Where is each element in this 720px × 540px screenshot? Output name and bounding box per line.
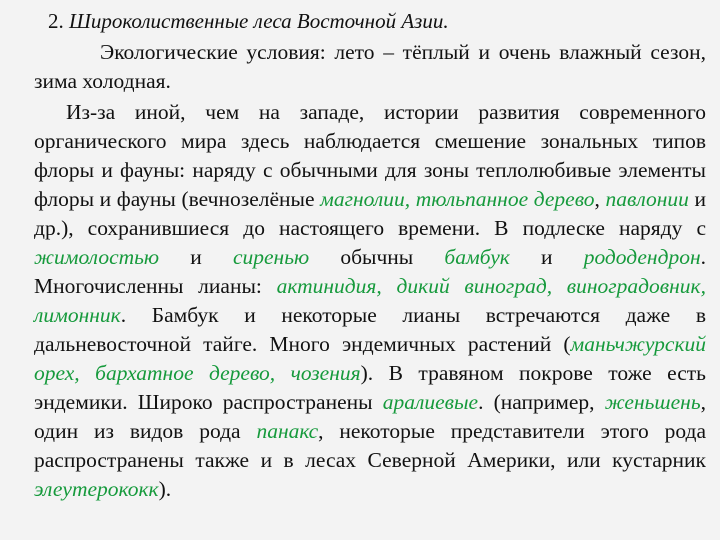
text-run: , один из видов рода: [34, 390, 706, 443]
heading-number: 2.: [48, 9, 64, 33]
plant-term: сиренью: [232, 245, 310, 269]
text-run: и: [159, 245, 233, 269]
text-run: , некоторые представители этого рода распространены также и в лесах Северной Америки, или кустарник: [34, 419, 706, 472]
history-paragraph: [34, 98, 706, 504]
section-heading: [48, 6, 449, 36]
plant-term: маньчжурский орех, бархатное дерево, чозения: [34, 332, 706, 385]
heading-title: Широколиственные леса Восточной Азии.: [69, 9, 449, 33]
plant-term: бамбук: [444, 245, 510, 269]
plant-term: жимолостью: [34, 245, 160, 269]
plant-term: элеутерококк: [34, 477, 159, 501]
plant-term: павлонии: [605, 187, 689, 211]
text-run: . Бамбук и некоторые лианы встречаются даже в дальневосточной тайге. Много эндемичных растений (: [34, 303, 706, 356]
text-run: и др.), сохранившиеся до настоящего времени. В подлеске наряду с: [34, 187, 707, 240]
text-run: и: [509, 245, 584, 269]
text-run: обычны: [309, 245, 445, 269]
plant-term: женьшень: [604, 390, 701, 414]
plant-term: магнолии, тюльпанное дерево: [320, 187, 595, 211]
ecology-paragraph: Экологические условия: лето – тёплый и очень влажный сезон, зима холодная.: [34, 40, 706, 93]
text-run: ).: [158, 477, 172, 501]
plant-term: панакс: [256, 419, 319, 443]
text-run: . Многочисленны лианы:: [34, 245, 707, 298]
text-run: Из-за иной, чем на западе, истории развития современного органического мира здесь наблюдается смешение зональных типов флоры и фауны: наряду с обычными для зоны теплолюбивые элементы флоры и фауны (вечнозелёные: [34, 100, 706, 211]
text-run: ). В травяном покрове тоже есть эндемики. Широко распространены: [34, 361, 706, 414]
plant-term: актинидия, дикий виноград, виноградовник, лимонник: [34, 274, 706, 327]
text-run: ,: [594, 187, 606, 211]
text-run: . (например,: [478, 390, 605, 414]
plant-term: рододендрон: [583, 245, 701, 269]
plant-term: аралиевые: [382, 390, 479, 414]
